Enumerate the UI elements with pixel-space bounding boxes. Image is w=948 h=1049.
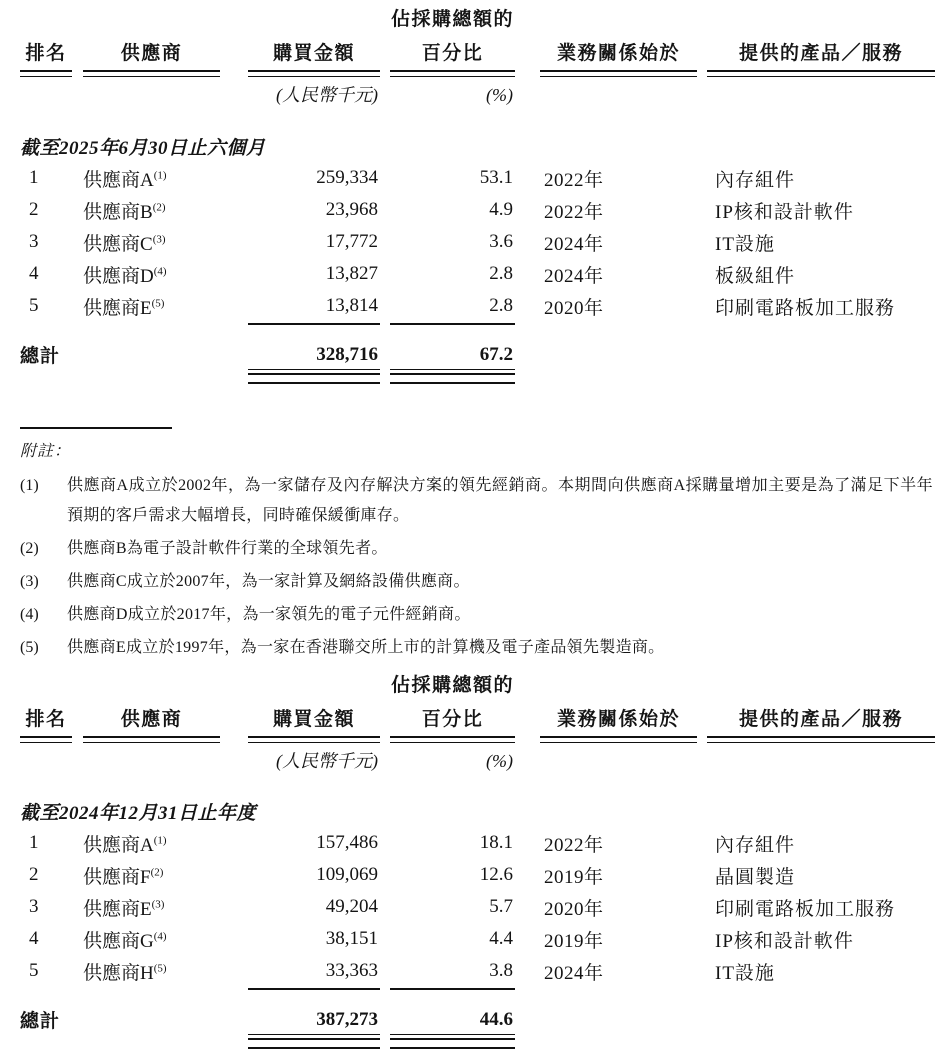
table-row bbox=[20, 258, 935, 290]
note-text: 供應商E成立於1997年，為一家在香港聯交所上市的計算機及電子產品領先製造商。 bbox=[67, 639, 665, 656]
note-ref: (1) bbox=[153, 834, 167, 847]
footnote-separator bbox=[20, 427, 172, 429]
col-label-rank: 排名 bbox=[25, 43, 67, 64]
products-cell: 印刷電路板加工服務 bbox=[715, 898, 896, 920]
rank-cell: 3 bbox=[29, 231, 39, 252]
note-number: (1) bbox=[20, 477, 39, 494]
amount-cell: 49,204 bbox=[325, 896, 378, 917]
note-text: 供應商B為電子設計軟件行業的全球領先者。 bbox=[67, 540, 388, 557]
notes-heading: 附註： bbox=[20, 443, 72, 460]
total-amount: 328,716 bbox=[248, 341, 380, 370]
table-row bbox=[20, 827, 935, 859]
table-subheader bbox=[20, 749, 935, 773]
rank-cell: 1 bbox=[29, 832, 39, 853]
table-row bbox=[20, 891, 935, 923]
pct-cell: 53.1 bbox=[479, 167, 513, 188]
header-col-year bbox=[540, 42, 707, 77]
section-title-2024fy: 截至2024年12月31日止年度 bbox=[20, 803, 257, 824]
supplier-name: 供應商D bbox=[83, 265, 154, 287]
header-col-percentage bbox=[390, 674, 515, 743]
header-col-supplier bbox=[83, 708, 248, 743]
supplier-name: 供應商F bbox=[83, 866, 151, 888]
year-cell: 2020年 bbox=[544, 297, 604, 319]
col-label-amount: 購買金額 bbox=[272, 709, 355, 730]
col-label-supplier: 供應商 bbox=[120, 43, 183, 64]
note-ref: (3) bbox=[151, 898, 165, 911]
header-rule bbox=[390, 736, 515, 743]
header-rule bbox=[390, 70, 515, 77]
subtotal-rule-row bbox=[20, 987, 935, 990]
supplier-cell bbox=[83, 894, 248, 921]
table-subheader bbox=[20, 83, 935, 107]
note-number: (3) bbox=[20, 573, 39, 590]
rank-cell: 4 bbox=[29, 928, 39, 949]
note-number: (2) bbox=[20, 540, 39, 557]
subheader-amount-unit: (人民幣千元) bbox=[276, 85, 378, 105]
table-row bbox=[20, 290, 935, 322]
rank-cell: 1 bbox=[29, 167, 39, 188]
products-cell: 板級組件 bbox=[715, 265, 796, 287]
pct-cell: 3.6 bbox=[489, 231, 513, 252]
amount-cell: 38,151 bbox=[325, 928, 378, 949]
note-text: 供應商A成立於2002年，為一家儲存及內存解決方案的領先經銷商。本期間向供應商A採購量增加主要是為了滿足下半年預期的客戶需求大幅增長，同時確保緩衝庫存。 bbox=[67, 477, 933, 524]
header-col-rank bbox=[20, 42, 83, 77]
note-text: 供應商C成立於2007年，為一家計算及網絡設備供應商。 bbox=[67, 573, 470, 590]
products-cell: 內存組件 bbox=[715, 169, 796, 191]
supplier-name: 供應商G bbox=[83, 930, 154, 952]
supplier-cell bbox=[83, 926, 248, 953]
header-col-amount bbox=[248, 42, 380, 77]
supplier-name: 供應商C bbox=[83, 233, 153, 255]
table-body-2025h1 bbox=[20, 162, 935, 384]
year-cell: 2022年 bbox=[544, 169, 604, 191]
table-header bbox=[20, 0, 935, 107]
pct-double-rule bbox=[390, 373, 515, 384]
rank-cell: 4 bbox=[29, 263, 39, 284]
pct-cell: 18.1 bbox=[479, 832, 513, 853]
supplier-cell bbox=[83, 862, 248, 889]
table-row bbox=[20, 923, 935, 955]
amount-cell: 17,772 bbox=[325, 231, 378, 252]
table-row bbox=[20, 194, 935, 226]
section-title-2025h1: 截至2025年6月30日止六個月 bbox=[20, 138, 266, 159]
year-cell: 2024年 bbox=[544, 233, 604, 255]
header-col-amount bbox=[248, 708, 380, 743]
supplier-name: 供應商A bbox=[83, 834, 154, 856]
amount-cell: 157,486 bbox=[316, 832, 378, 853]
year-cell: 2019年 bbox=[544, 930, 604, 952]
amount-cell: 23,968 bbox=[325, 199, 378, 220]
pct-cell: 5.7 bbox=[489, 896, 513, 917]
products-cell: IT設施 bbox=[715, 962, 775, 984]
supplier-name: 供應商E bbox=[83, 898, 152, 920]
notes-list bbox=[0, 471, 948, 663]
header-col-products bbox=[707, 42, 935, 77]
note-item bbox=[20, 633, 948, 663]
amount-double-rule bbox=[248, 1038, 380, 1049]
header-col-year bbox=[540, 708, 707, 743]
pct-cell: 4.4 bbox=[489, 928, 513, 949]
col-label-pct-line2: 百分比 bbox=[421, 43, 484, 64]
col-label-pct-line1: 佔採購總額的 bbox=[390, 675, 514, 696]
products-cell: 印刷電路板加工服務 bbox=[715, 297, 896, 319]
note-ref: (2) bbox=[150, 866, 164, 879]
supplier-cell bbox=[83, 830, 248, 857]
rank-cell: 3 bbox=[29, 896, 39, 917]
note-ref: (1) bbox=[153, 169, 167, 182]
total-label: 總計 bbox=[20, 1011, 61, 1032]
header-rule bbox=[707, 70, 935, 77]
table-row bbox=[20, 226, 935, 258]
col-label-supplier: 供應商 bbox=[120, 709, 183, 730]
col-label-products: 提供的產品／服務 bbox=[738, 709, 903, 730]
supplier-name: 供應商E bbox=[83, 297, 152, 319]
col-label-products: 提供的產品／服務 bbox=[738, 43, 903, 64]
note-ref: (5) bbox=[153, 962, 167, 975]
supplier-cell bbox=[83, 293, 248, 320]
pct-rule bbox=[390, 323, 515, 325]
rank-cell: 2 bbox=[29, 199, 39, 220]
total-row bbox=[20, 341, 935, 370]
note-item bbox=[20, 600, 948, 630]
year-cell: 2022年 bbox=[544, 834, 604, 856]
total-double-rule-row bbox=[20, 373, 935, 384]
supplier-cell bbox=[83, 261, 248, 288]
header-rule bbox=[540, 70, 697, 77]
total-pct: 44.6 bbox=[390, 1006, 515, 1035]
amount-rule bbox=[248, 988, 380, 990]
supplier-cell bbox=[83, 229, 248, 256]
amount-cell: 13,827 bbox=[325, 263, 378, 284]
pct-cell: 12.6 bbox=[479, 864, 513, 885]
table-header bbox=[20, 666, 935, 773]
header-rule bbox=[248, 736, 380, 743]
note-item bbox=[20, 567, 948, 597]
pct-cell: 2.8 bbox=[489, 295, 513, 316]
table-row bbox=[20, 162, 935, 194]
header-rule bbox=[20, 736, 72, 743]
year-cell: 2020年 bbox=[544, 898, 604, 920]
year-cell: 2024年 bbox=[544, 265, 604, 287]
products-cell: 晶圓製造 bbox=[715, 866, 796, 888]
table-body-2024fy bbox=[20, 827, 935, 1049]
suppliers-table-2024fy bbox=[20, 666, 935, 773]
col-label-year: 業務關係始於 bbox=[556, 709, 680, 730]
header-rule bbox=[540, 736, 697, 743]
col-label-pct-line1: 佔採購總額的 bbox=[390, 9, 514, 30]
header-rule bbox=[83, 736, 220, 743]
suppliers-table-2025h1 bbox=[20, 0, 935, 107]
year-cell: 2022年 bbox=[544, 201, 604, 223]
year-cell: 2019年 bbox=[544, 866, 604, 888]
amount-cell: 33,363 bbox=[325, 960, 378, 981]
supplier-name: 供應商H bbox=[83, 962, 154, 984]
year-cell: 2024年 bbox=[544, 962, 604, 984]
rank-cell: 2 bbox=[29, 864, 39, 885]
supplier-name: 供應商B bbox=[83, 201, 153, 223]
header-col-products bbox=[707, 708, 935, 743]
col-label-rank: 排名 bbox=[25, 709, 67, 730]
note-number: (5) bbox=[20, 639, 39, 656]
note-ref: (5) bbox=[151, 297, 165, 310]
supplier-name: 供應商A bbox=[83, 169, 154, 191]
pct-cell: 2.8 bbox=[489, 263, 513, 284]
header-rule bbox=[707, 736, 935, 743]
products-cell: IP核和設計軟件 bbox=[715, 201, 854, 223]
amount-cell: 259,334 bbox=[316, 167, 378, 188]
note-item bbox=[20, 471, 948, 531]
amount-double-rule bbox=[248, 373, 380, 384]
col-label-amount: 購買金額 bbox=[272, 43, 355, 64]
total-pct: 67.2 bbox=[390, 341, 515, 370]
pct-cell: 4.9 bbox=[489, 199, 513, 220]
pct-double-rule bbox=[390, 1038, 515, 1049]
supplier-cell bbox=[83, 165, 248, 192]
col-label-year: 業務關係始於 bbox=[556, 43, 680, 64]
note-ref: (4) bbox=[153, 265, 167, 278]
total-amount: 387,273 bbox=[248, 1006, 380, 1035]
note-ref: (3) bbox=[152, 233, 166, 246]
rank-cell: 5 bbox=[29, 960, 39, 981]
pct-cell: 3.8 bbox=[489, 960, 513, 981]
products-cell: IP核和設計軟件 bbox=[715, 930, 854, 952]
header-rule bbox=[83, 70, 220, 77]
subheader-pct-unit: (%) bbox=[486, 85, 513, 105]
products-cell: IT設施 bbox=[715, 233, 775, 255]
note-ref: (4) bbox=[153, 930, 167, 943]
total-double-rule-row bbox=[20, 1038, 935, 1049]
header-rule bbox=[248, 70, 380, 77]
header-col-rank bbox=[20, 708, 83, 743]
header-col-supplier bbox=[83, 42, 248, 77]
note-text: 供應商D成立於2017年，為一家領先的電子元件經銷商。 bbox=[67, 606, 471, 623]
supplier-cell bbox=[83, 958, 248, 985]
note-number: (4) bbox=[20, 606, 39, 623]
total-row bbox=[20, 1006, 935, 1035]
note-item bbox=[20, 534, 948, 564]
amount-rule bbox=[248, 323, 380, 325]
subheader-pct-unit: (%) bbox=[486, 751, 513, 771]
col-label-pct-line2: 百分比 bbox=[421, 709, 484, 730]
subtotal-rule-row bbox=[20, 322, 935, 325]
total-label: 總計 bbox=[20, 346, 61, 367]
header-rule bbox=[20, 70, 72, 77]
rank-cell: 5 bbox=[29, 295, 39, 316]
header-col-percentage bbox=[390, 8, 515, 77]
products-cell: 內存組件 bbox=[715, 834, 796, 856]
table-row bbox=[20, 859, 935, 891]
supplier-cell bbox=[83, 197, 248, 224]
pct-rule bbox=[390, 988, 515, 990]
note-ref: (2) bbox=[152, 201, 166, 214]
amount-cell: 13,814 bbox=[325, 295, 378, 316]
amount-cell: 109,069 bbox=[316, 864, 378, 885]
table-row bbox=[20, 955, 935, 987]
subheader-amount-unit: (人民幣千元) bbox=[276, 751, 378, 771]
